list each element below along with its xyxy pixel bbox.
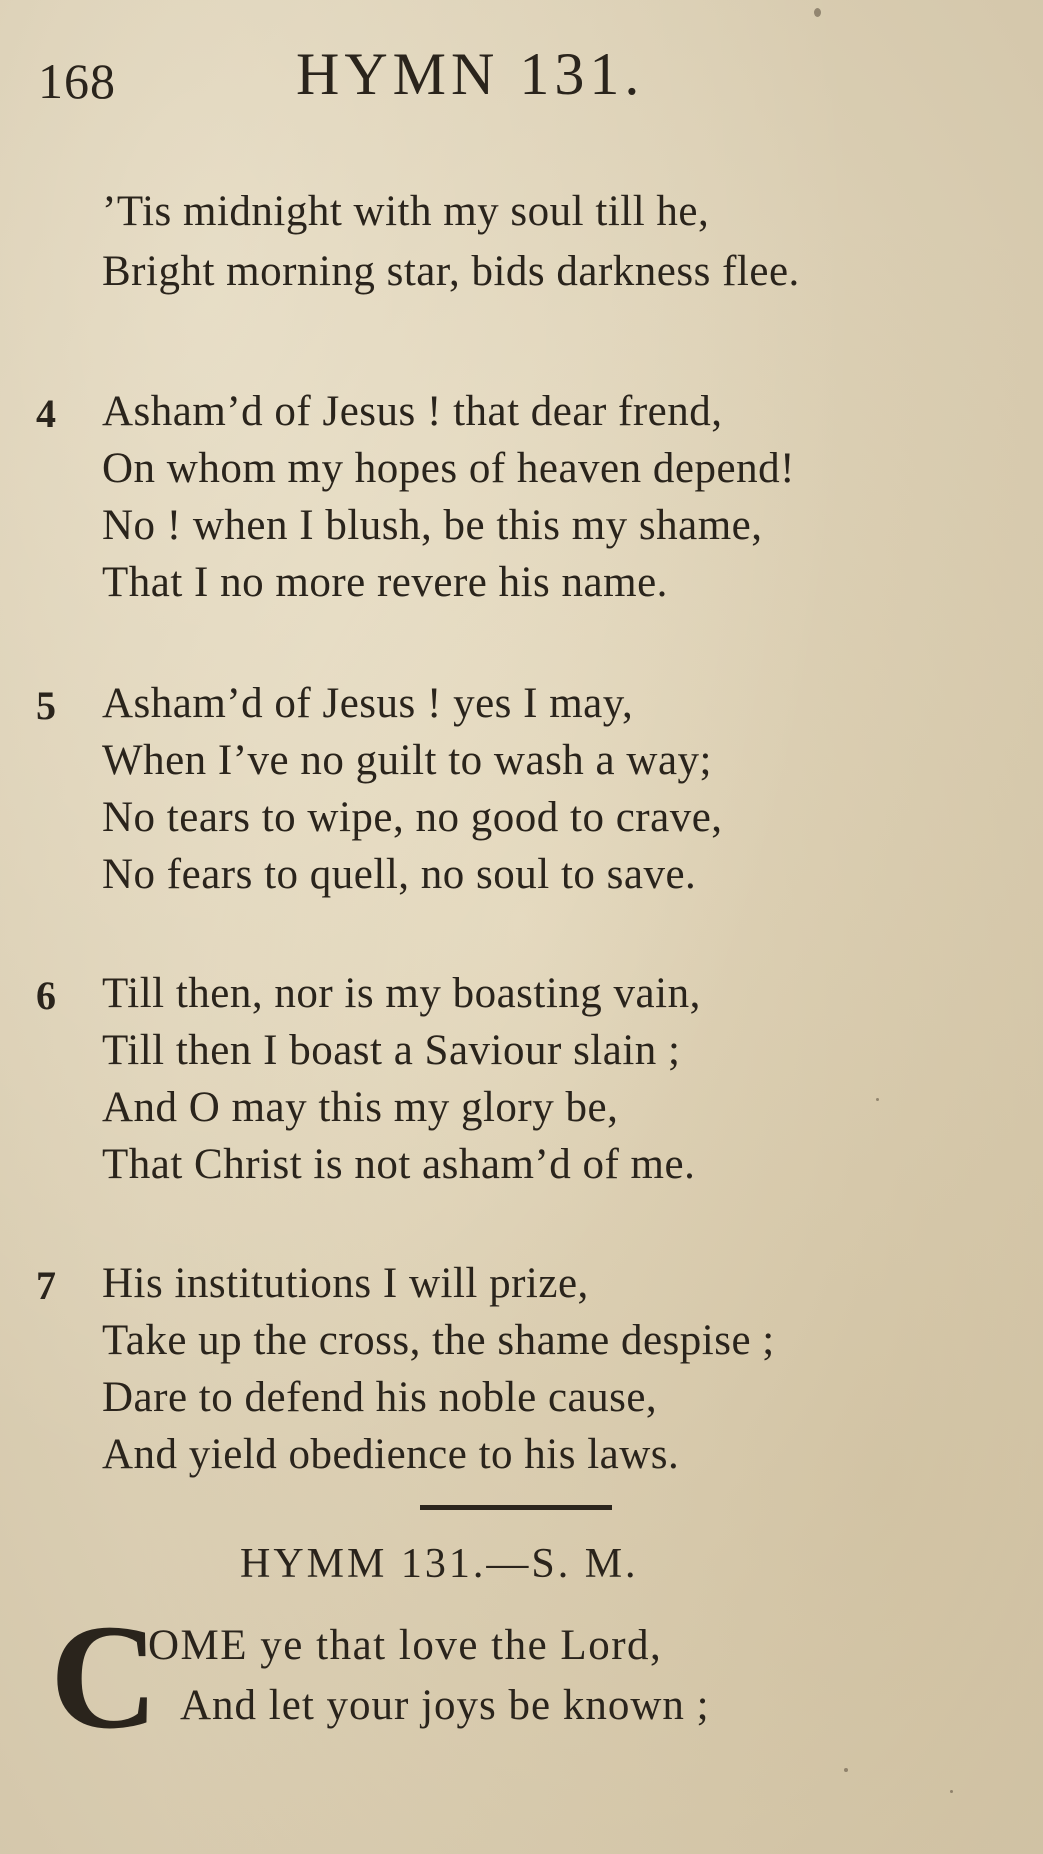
verse-line: Bright morning star, bids darkness flee. — [102, 248, 800, 295]
running-title: HYMN 131. — [296, 41, 645, 107]
verse-line: Asham’d of Jesus ! yes I may, — [102, 680, 634, 727]
ink-speck — [844, 1768, 848, 1772]
hymn-heading: HYMM 131.—S. M. — [240, 1541, 639, 1587]
verse-line: That Christ is not asham’d of me. — [102, 1141, 696, 1188]
stanza-number: 7 — [36, 1263, 56, 1308]
verse-line: No ! when I blush, be this my shame, — [102, 502, 763, 549]
verse-line: His institutions I will prize, — [102, 1260, 589, 1307]
page-header — [38, 40, 1018, 130]
verse-line: And O may this my glory be, — [102, 1084, 619, 1131]
verse-line: And yield obedience to his laws. — [102, 1431, 680, 1478]
verse-line: OME ye that love the Lord, — [148, 1622, 663, 1669]
verse-line: Asham’d of Jesus ! that dear frend, — [102, 388, 723, 435]
section-divider — [420, 1505, 612, 1510]
verse-line: That I no more revere his name. — [102, 559, 668, 606]
ink-speck — [950, 1790, 953, 1793]
stanza-number: 6 — [36, 973, 56, 1018]
stanza-number: 5 — [36, 683, 56, 728]
page-number: 168 — [38, 53, 116, 109]
verse-line: Take up the cross, the shame despise ; — [102, 1317, 775, 1364]
verse-line: No tears to wipe, no good to crave, — [102, 794, 723, 841]
ink-speck — [814, 8, 821, 17]
verse-line: ’Tis midnight with my soul till he, — [102, 188, 710, 235]
verse-line: On whom my hopes of heaven depend! — [102, 445, 795, 492]
stanza-number: 4 — [36, 391, 56, 436]
verse-line: No fears to quell, no soul to save. — [102, 851, 697, 898]
verse-line: Till then I boast a Saviour slain ; — [102, 1027, 681, 1074]
ink-speck — [876, 1098, 879, 1101]
verse-line: Till then, nor is my boasting vain, — [102, 970, 701, 1017]
verse-line: And let your joys be known ; — [180, 1682, 710, 1729]
drop-cap: C — [50, 1594, 159, 1760]
verse-line: Dare to defend his noble cause, — [102, 1374, 658, 1421]
verse-line: When I’ve no guilt to wash a way; — [102, 737, 712, 784]
